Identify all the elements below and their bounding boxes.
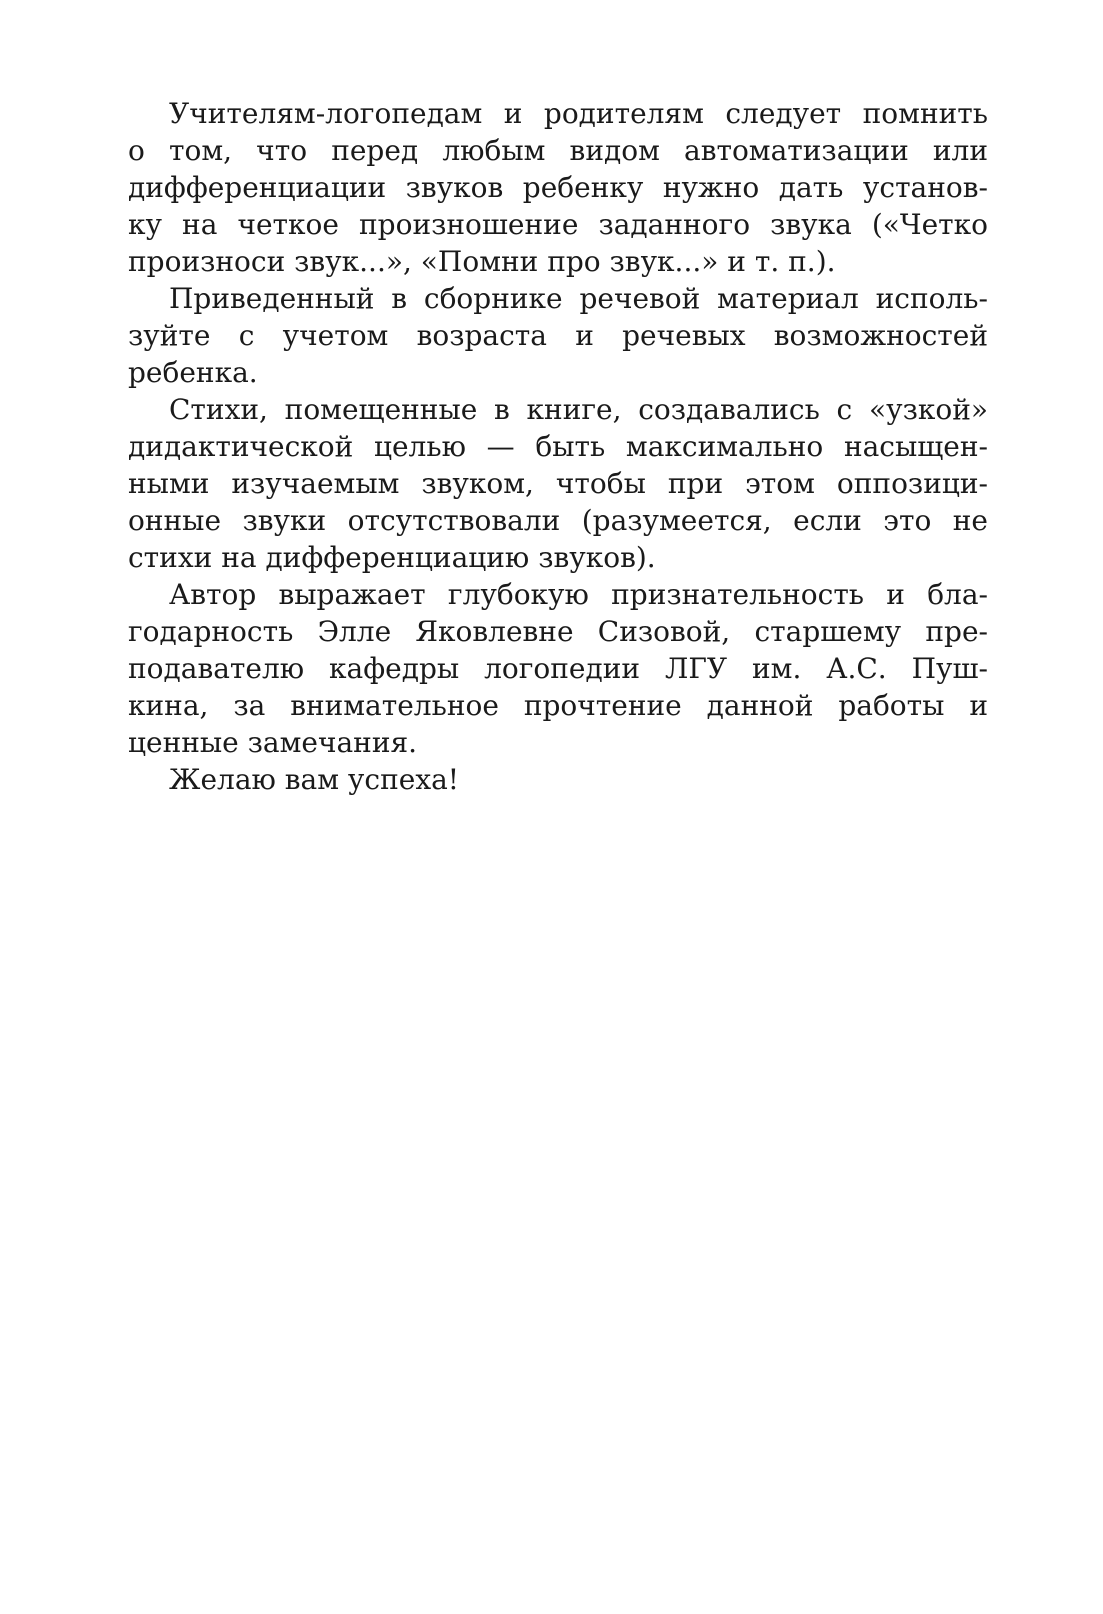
paragraph-line: Желаю вам успеха! [169,763,460,796]
paragraph-2 [128,280,988,391]
paragraph-line: Автор выражает глубокую признательность и бла- [169,578,988,611]
paragraph-line: произноси звук...», «Помни про звук...» и т. п.). [128,245,836,278]
paragraph-line: о том, что перед любым видом автоматизации или [128,134,988,167]
paragraph-line: годарность Элле Яковлевне Сизовой, старшему пре- [128,615,988,648]
paragraph-line: Приведенный в сборнике речевой материал исполь- [169,282,988,315]
paragraph-5 [128,761,988,798]
paragraph-line: Учителям-логопедам и родителям следует помнить [169,97,988,130]
paragraph-line: онные звуки отсутствовали (разумеется, если это не [128,504,988,537]
paragraph-line: подавателю кафедры логопедии ЛГУ им. А.С. Пуш- [128,652,988,685]
paragraph-line: дидактической целью — быть максимально насыщен- [128,430,988,463]
paragraph-line: ценные замечания. [128,726,418,759]
paragraph-line: ку на четкое произношение заданного звука («Четко [128,208,988,241]
paragraph-line: кина, за внимательное прочтение данной работы и [128,689,988,722]
paragraph-line: Стихи, помещенные в книге, создавались с «узкой» [169,393,988,426]
paragraph-line: ными изучаемым звуком, чтобы при этом оппозици- [128,467,988,500]
document-body [128,95,988,798]
paragraph-line: стихи на дифференциацию звуков). [128,541,656,574]
paragraph-4 [128,576,988,761]
paragraph-line: ребенка. [128,356,258,389]
paragraph-line: дифференциации звуков ребенку нужно дать установ- [128,171,988,204]
paragraph-3 [128,391,988,576]
paragraph-line: зуйте с учетом возраста и речевых возможностей [128,319,988,352]
paragraph-1 [128,95,988,280]
